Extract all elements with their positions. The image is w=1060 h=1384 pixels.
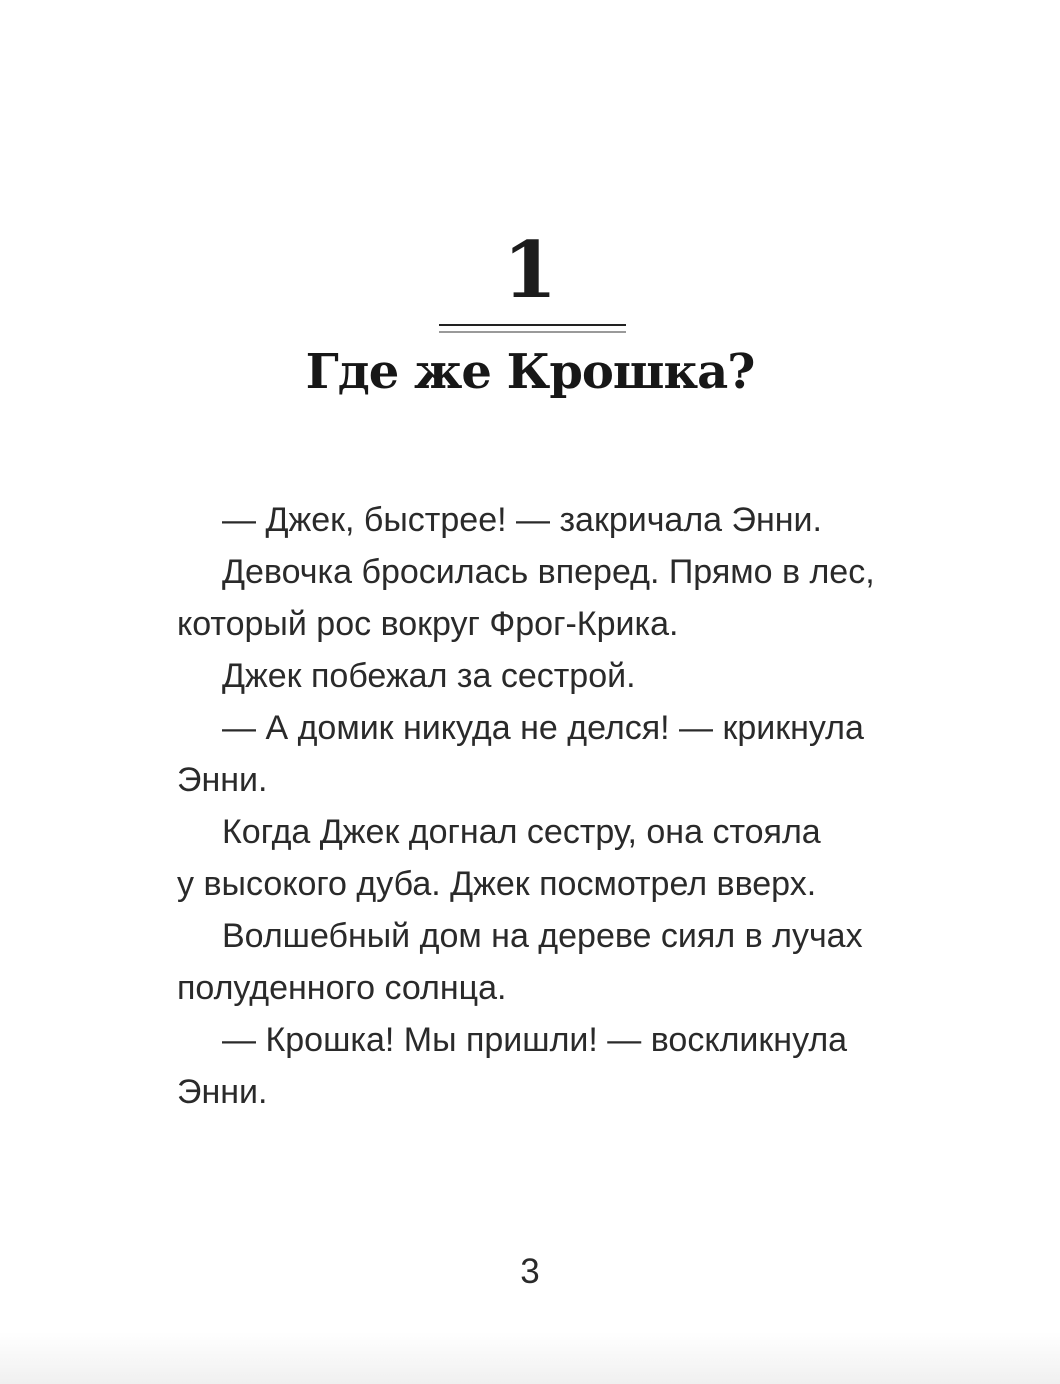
paragraph-line: Джек побежал за сестрой.: [222, 657, 636, 695]
paragraph-line: у высокого дуба. Джек посмотрел вверх.: [177, 865, 817, 903]
chapter-number: 1: [502, 225, 558, 316]
page-bottom-shadow: [0, 1332, 1060, 1384]
divider-rule-bottom: [439, 331, 626, 333]
paragraph: [177, 650, 893, 702]
body-text: [177, 494, 893, 1118]
paragraph-line: — Крошка! Мы пришли! — воскликнула: [222, 1021, 848, 1059]
chapter-title: Где же Крошка?: [305, 344, 755, 400]
paragraph-line: полуденного солнца.: [177, 969, 507, 1007]
paragraph: [177, 546, 893, 650]
paragraph-line: Энни.: [177, 1073, 268, 1111]
paragraph: [177, 494, 893, 546]
paragraph-line: — А домик никуда не делся! — крикнула: [222, 709, 864, 747]
chapter-divider: [439, 324, 626, 333]
paragraph-line: Девочка бросилась вперед. Прямо в лес,: [222, 553, 875, 591]
paragraph-line: Волшебный дом на дереве сиял в лучах: [222, 917, 863, 955]
page-number: 3: [520, 1252, 540, 1291]
divider-rule-top: [439, 324, 626, 326]
paragraph-line: Энни.: [177, 761, 268, 799]
paragraph: [177, 702, 893, 806]
paragraph: [177, 910, 893, 1014]
paragraph-line: — Джек, быстрее! — закричала Энни.: [222, 501, 822, 539]
paragraph: [177, 1014, 893, 1118]
paragraph-line: Когда Джек догнал сестру, она стояла: [222, 813, 821, 851]
paragraph-line: который рос вокруг Фрог-Крика.: [177, 605, 679, 643]
paragraph: [177, 806, 893, 910]
